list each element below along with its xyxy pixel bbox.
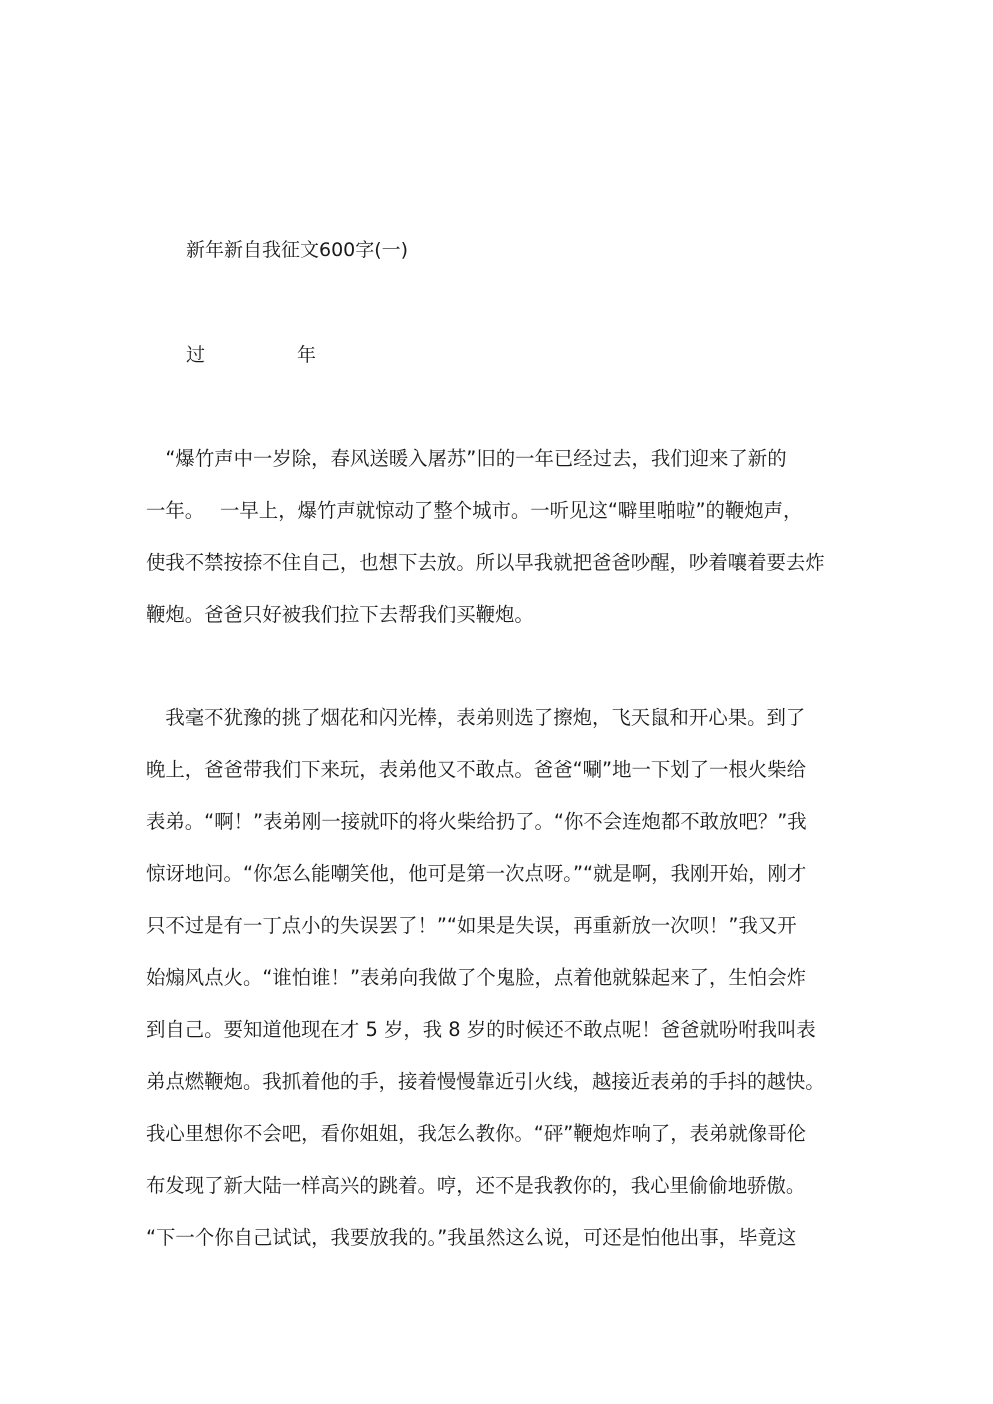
paragraph-line: 我毫不犹豫的挑了烟花和闪光棒，表弟则选了擦炮，飞天鼠和开心果。到了 — [146, 706, 806, 729]
paragraph-line: 表弟。“啊！”表弟刚一接就吓的将火柴给扔了。“你不会连炮都不敢放吧？”我 — [146, 810, 807, 833]
paragraph-line: 惊讶地问。“你怎么能嘲笑他，他可是第一次点呀。”“就是啊，我刚开始，刚才 — [146, 862, 807, 885]
essay-subtitle — [186, 341, 316, 369]
essay-title: 新年新自我征文600字(一) — [186, 239, 409, 261]
paragraph-line: “下一个你自己试试，我要放我的。”我虽然这么说，可还是怕他出事，毕竟这 — [146, 1226, 797, 1249]
paragraph-line: 使我不禁按捺不住自己，也想下去放。所以早我就把爸爸吵醒，吵着嚷着要去炸 — [146, 551, 825, 574]
subtitle-char-second: 年 — [297, 344, 317, 366]
paragraph-line: 始煽风点火。“谁怕谁！”表弟向我做了个鬼脸，点着他就躲起来了，生怕会炸 — [146, 966, 806, 989]
subtitle-char-first: 过 — [186, 344, 206, 366]
paragraph-line: 到自己。要知道他现在才 5 岁，我 8 岁的时候还不敢点呢！爸爸就吩咐我叫表 — [146, 1018, 816, 1041]
paragraph-line: “爆竹声中一岁除，春风送暖入屠苏”旧的一年已经过去，我们迎来了新的 — [146, 447, 787, 470]
paragraph-line: 晚上，爸爸带我们下来玩，表弟他又不敢点。爸爸“唰”地一下划了一根火柴给 — [146, 758, 806, 781]
paragraph-line: 鞭炮。爸爸只好被我们拉下去帮我们买鞭炮。 — [146, 603, 534, 626]
paragraph-line: 我心里想你不会吧，看你姐姐，我怎么教你。“砰”鞭炮炸响了，表弟就像哥伦 — [146, 1122, 806, 1145]
paragraph-line: 一年。 一早上，爆竹声就惊动了整个城市。一听见这“噼里啪啦”的鞭炮声， — [146, 499, 803, 522]
paragraph-line: 只不过是有一丁点小的失误罢了！”“如果是失误，再重新放一次呗！”我又开 — [146, 914, 797, 937]
paragraph-line: 布发现了新大陆一样高兴的跳着。哼，还不是我教你的，我心里偷偷地骄傲。 — [146, 1174, 806, 1197]
paragraph-line: 弟点燃鞭炮。我抓着他的手，接着慢慢靠近引火线，越接近表弟的手抖的越快。 — [146, 1070, 825, 1093]
